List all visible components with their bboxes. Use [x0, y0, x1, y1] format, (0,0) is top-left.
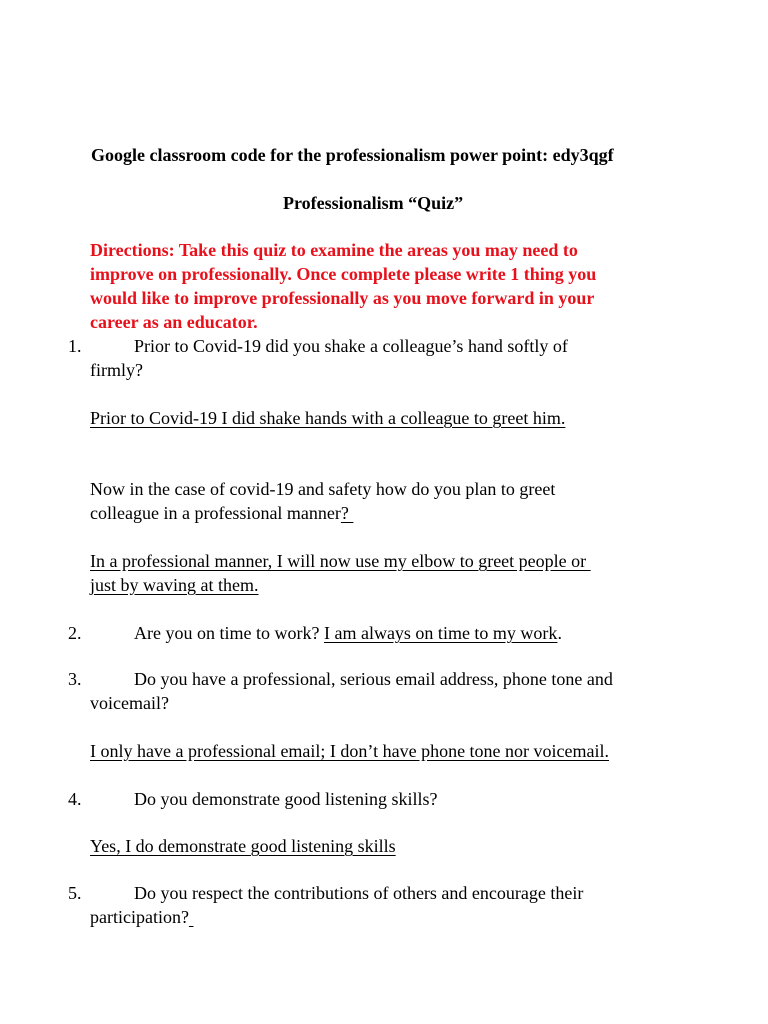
classroom-code-line: Google classroom code for the professionalism power point: edy3qgf — [91, 145, 614, 165]
followup-question-line: colleague in a professional manner — [90, 503, 341, 523]
question-text: firmly? — [90, 360, 143, 380]
followup-answer-text: just by waving at them. — [90, 575, 259, 595]
quiz-title: Professionalism “Quiz” — [283, 193, 464, 213]
blank-answer — [189, 907, 194, 927]
question-line: Are you on time to work? — [134, 623, 324, 643]
question-text — [90, 905, 193, 929]
question-text: Prior to Covid-19 did you shake a colleague’s hand softly of — [134, 336, 568, 356]
answer-text: I am always on time to my work — [323, 623, 558, 643]
directions-line: Directions: Take this quiz to examine the areas you may need to — [90, 240, 578, 260]
followup-question-text — [90, 501, 353, 525]
followup-question-text: Now in the case of covid-19 and safety how do you plan to greet — [90, 479, 556, 499]
question-text — [134, 621, 562, 645]
period: . — [557, 623, 562, 643]
question-text: Do you have a professional, serious email address, phone tone and — [134, 669, 613, 689]
directions-line: career as an educator. — [90, 312, 258, 332]
question-number: 1. — [68, 336, 82, 356]
question-text: voicemail? — [90, 693, 169, 713]
question-number: 3. — [68, 669, 82, 689]
directions-line: improve on professionally. Once complete please write 1 thing you — [90, 264, 597, 284]
question-number: 4. — [68, 789, 82, 809]
question-text: Do you respect the contributions of others and encourage their — [134, 883, 584, 903]
question-number: 5. — [68, 883, 82, 903]
followup-answer-text: In a professional manner, I will now use my elbow to greet people or — [90, 551, 591, 571]
directions-line: would like to improve professionally as you move forward in your — [90, 288, 595, 308]
answer-text: Yes, I do demonstrate good listening skills — [90, 836, 396, 856]
question-text: Do you demonstrate good listening skills? — [134, 789, 438, 809]
question-mark: ? — [340, 503, 354, 523]
answer-text: I only have a professional email; I don’t have phone tone nor voicemail. — [90, 741, 610, 761]
question-number: 2. — [68, 623, 82, 643]
question-line: participation? — [90, 907, 189, 927]
answer-text: Prior to Covid-19 I did shake hands with a colleague to greet him. — [90, 408, 566, 428]
